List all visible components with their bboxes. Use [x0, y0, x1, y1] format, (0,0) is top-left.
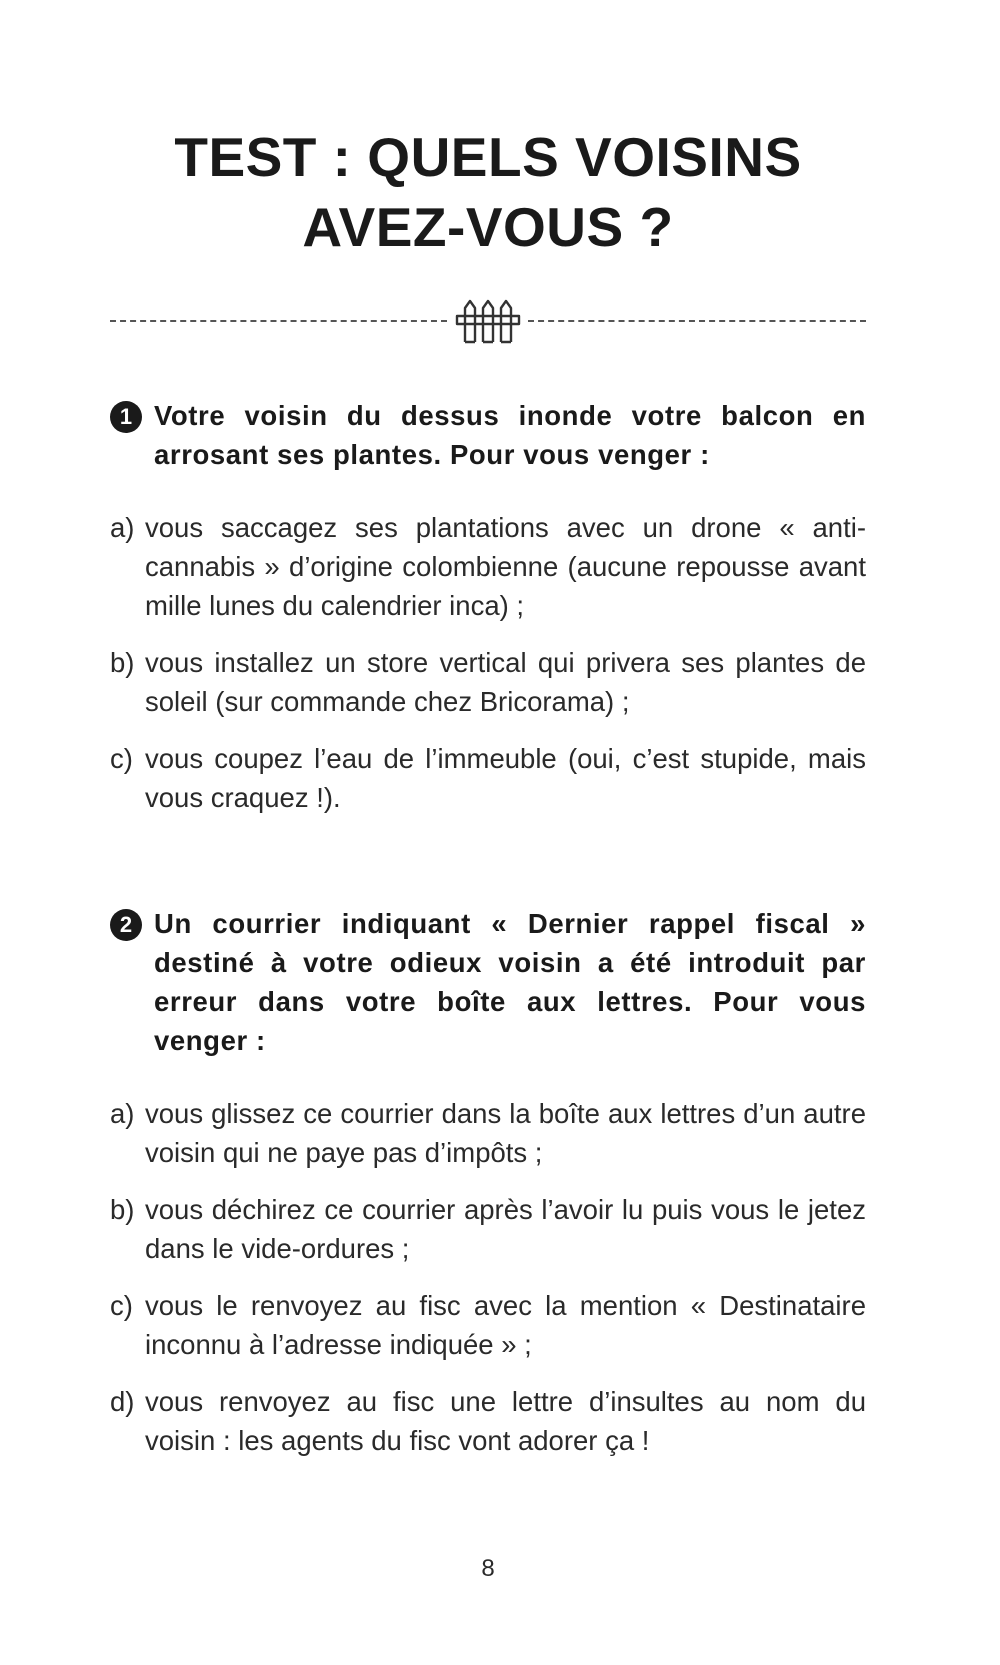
fence-icon — [455, 298, 521, 344]
answer-text: vous le renvoyez au fisc avec la mention « Destinataire inconnu à l’adresse indiquée » ; — [145, 1290, 866, 1360]
question-1-text: Votre voisin du dessus inonde votre balcon en arrosant ses plantes. Pour vous venger : — [154, 400, 866, 470]
answer-label: b) — [110, 647, 135, 678]
page-title-line-2: AVEZ-VOUS ? — [302, 196, 674, 258]
answer-text: vous glissez ce courrier dans la boîte aux lettres d’un autre voisin qui ne paye pas d’impôts ; — [145, 1098, 866, 1168]
question-1-answer-a — [110, 508, 866, 625]
divider-dashed-line-left — [110, 320, 447, 322]
question-2-text: Un courrier indiquant « Dernier rappel fiscal » destiné à votre odieux voisin a été introduit par erreur dans votre boîte aux lettres. Pour vous venger : — [154, 908, 866, 1056]
question-2-answer-d — [110, 1382, 866, 1460]
question-2-heading — [110, 904, 866, 1060]
answer-label: b) — [110, 1194, 135, 1225]
answer-label: a) — [110, 512, 135, 543]
answer-label: d) — [110, 1386, 135, 1417]
answer-label: c) — [110, 743, 133, 774]
answer-text: vous coupez l’eau de l’immeuble (oui, c’est stupide, mais vous craquez !). — [145, 743, 866, 813]
question-1-answer-b — [110, 643, 866, 721]
answer-text: vous renvoyez au fisc une lettre d’insultes au nom du voisin : les agents du fisc vont adorer ça ! — [145, 1386, 866, 1456]
answer-label: a) — [110, 1098, 135, 1129]
question-2-answer-a — [110, 1094, 866, 1172]
question-2-number-badge: 2 — [110, 909, 142, 941]
question-2 — [110, 904, 866, 1478]
question-1 — [110, 396, 866, 835]
answer-text: vous saccagez ses plantations avec un drone « anti-cannabis » d’origine colombienne (aucune repousse avant mille lunes du calendrier inca) ; — [145, 512, 866, 621]
section-divider — [110, 296, 866, 346]
page-title — [110, 122, 866, 262]
question-1-number-badge: 1 — [110, 401, 142, 433]
question-2-answer-b — [110, 1190, 866, 1268]
page-number: 8 — [481, 1555, 495, 1582]
book-page — [110, 0, 866, 1665]
answer-text: vous déchirez ce courrier après l’avoir lu puis vous le jetez dans le vide-ordures ; — [145, 1194, 866, 1264]
question-1-answer-c — [110, 739, 866, 817]
question-1-heading — [110, 396, 866, 474]
answer-text: vous installez un store vertical qui privera ses plantes de soleil (sur commande chez Bricorama) ; — [145, 647, 866, 717]
page-title-line-1: TEST : QUELS VOISINS — [174, 126, 802, 188]
answer-label: c) — [110, 1290, 133, 1321]
question-1-answers — [110, 508, 866, 817]
divider-dashed-line-right — [528, 320, 866, 322]
question-2-answer-c — [110, 1286, 866, 1364]
question-2-answers — [110, 1094, 866, 1460]
